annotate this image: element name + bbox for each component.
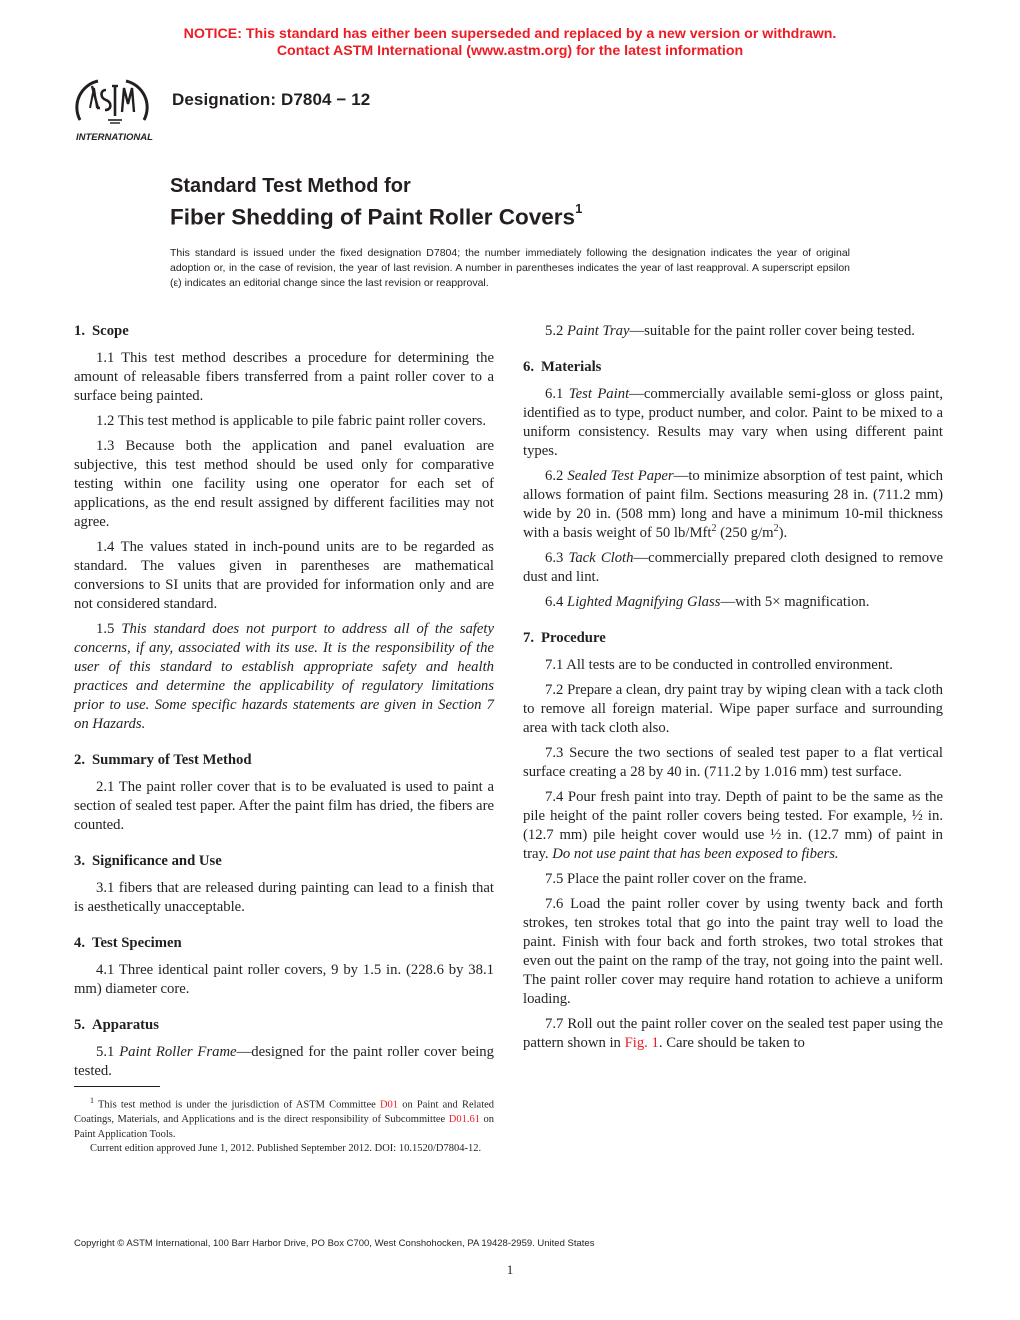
fig-1-link[interactable]: Fig. 1	[624, 1035, 659, 1051]
footnotes	[74, 1094, 494, 1157]
para-7-6: 7.6 Load the paint roller cover by using twenty back and forth strokes, ten strokes total that go into the paint tray well to load the paint. Finish with four back and forth strokes, two total strokes that even out the paint on the ramp of the tray, not going into the paint well. The paint roller cover may require hand rotation to achieve a uniform loading.	[523, 896, 943, 1007]
para-6-1: 6.1 Test Paint—commercially available semi-gloss or gloss paint, identified as to type, product number, and color. Paint to be mixed to a uniform consistency. Results may vary when using different paint types.	[523, 386, 943, 459]
section-heading-apparatus: 5. Apparatus	[74, 1017, 159, 1033]
para-6-4: 6.4 Lighted Magnifying Glass—with 5× magnification.	[545, 594, 870, 610]
section-heading-procedure: 7. Procedure	[523, 630, 606, 646]
para-4-1: 4.1 Three identical paint roller covers, 9 by 1.5 in. (228.6 by 38.1 mm) diameter core.	[74, 962, 494, 997]
title-footnote-mark: 1	[575, 201, 583, 216]
para-6-3: 6.3 Tack Cloth—commercially prepared cloth designed to remove dust and lint.	[523, 550, 943, 585]
para-1-2: 1.2 This test method is applicable to pile fabric paint roller covers.	[96, 413, 487, 429]
section-heading-materials: 6. Materials	[523, 359, 602, 375]
notice-line-1: NOTICE: This standard has either been superseded and replaced by a new version or withdrawn.	[183, 26, 837, 42]
section-heading-summary: 2. Summary of Test Method	[74, 752, 252, 768]
para-1-5: 1.5 This standard does not purport to address all of the safety concerns, if any, associated with its use. It is the responsibility of the user of this standard to establish appropriate safety and health practices and determine the applicability of regulatory limitations prior to use. Some specific hazards statements are given in Section 7 on Hazards.	[74, 621, 495, 732]
title-line-1: Standard Test Method for	[170, 175, 411, 197]
title-block	[170, 174, 582, 231]
para-1-1: 1.1 This test method describes a procedure for determining the amount of releasable fibers transferred from a paint roller cover to a surface being painted.	[74, 350, 494, 404]
title-main: Fiber Shedding of Paint Roller Covers	[170, 204, 576, 230]
subcommittee-d01-61-link[interactable]: D01.61	[448, 1114, 480, 1125]
para-7-7: 7.7 Roll out the paint roller cover on the sealed test paper using the pattern shown in Fig. 1. Care should be taken to	[523, 1016, 943, 1051]
para-7-3: 7.3 Secure the two sections of sealed test paper to a flat vertical surface creating a 28 by 40 in. (711.2 by 1.016 mm) test surface.	[523, 745, 943, 780]
para-6-2: 6.2 Sealed Test Paper—to minimize absorption of test paint, which allows formation of paint film. Sections measuring 28 in. (711.2 mm) wide by 20 in. (508 mm) long and have a minimum 10-mil thickness with a basis weight of 50 lb/Mft$^2$ (250 $g/m^2$).	[523, 468, 944, 541]
right-column	[523, 322, 943, 1059]
title-line-2	[170, 198, 582, 231]
para-5-1: 5.1 Paint Roller Frame—designed for the paint roller cover being tested.	[74, 1044, 494, 1079]
para-7-2: 7.2 Prepare a clean, dry paint tray by wiping clean with a tack cloth to remove all foreign material. Wipe paper surface and surrounding area with tack cloth also.	[523, 682, 943, 736]
issue-note: This standard is issued under the fixed designation D7804; the number immediately following the designation indicates the year of original adoption or, in the case of revision, the year of last revision. A number in parentheses indicates the year of last reapproval. A superscript epsilon (ε) indicates an editorial change since the last revision or reapproval.	[170, 247, 850, 289]
para-7-5: 7.5 Place the paint roller cover on the frame.	[545, 871, 807, 887]
para-7-4: 7.4 Pour fresh paint into tray. Depth of paint to be the same as the pile height of the paint roller covers being tested. For example, ½ in. (12.7 mm) pile height cover would use ½ in. (12.7 mm) of paint in tray. Do not use paint that has been exposed to fibers.	[523, 789, 943, 862]
logo-text: INTERNATIONAL	[76, 132, 153, 143]
para-2-1: 2.1 The paint roller cover that is to be evaluated is used to paint a section of sealed test paper. After the paint film has dried, the fibers are counted.	[74, 779, 494, 833]
para-1-3: 1.3 Because both the application and panel evaluation are subjective, this test method should be used only for comparative testing within one facility using one operator for each set of applications, as the end result assigned by different facilities may not agree.	[74, 438, 494, 530]
para-5-2: 5.2 Paint Tray—suitable for the paint roller cover being tested.	[545, 323, 915, 339]
para-7-1: 7.1 All tests are to be conducted in controlled environment.	[545, 657, 893, 673]
page-number: 1	[506, 1262, 514, 1277]
footnote-rule	[74, 1086, 160, 1087]
section-heading-specimen: 4. Test Specimen	[74, 935, 182, 951]
para-3-1: 3.1 fibers that are released during painting can lead to a finish that is aesthetically unacceptable.	[74, 880, 494, 915]
withdrawal-notice	[0, 26, 1020, 60]
notice-line-2: Contact ASTM International (www.astm.org) for the latest information	[276, 43, 744, 59]
designation: Designation: D7804 − 12	[172, 90, 371, 109]
section-heading-scope: 1. Scope	[74, 323, 129, 339]
footnote-1: $^1$ This test method is under the jurisdiction of ASTM Committee D01 on Paint and Related Coatings, Materials, and Applications and is the direct responsibility of Subcommittee D01.61 on Paint Application Tools.	[74, 1096, 495, 1140]
para-1-4: 1.4 The values stated in inch-pound units are to be regarded as standard. The values given in parentheses are mathematical conversions to SI units that are provided for information only and are not considered standard.	[74, 539, 494, 612]
committee-d01-link[interactable]: D01	[379, 1099, 399, 1111]
copyright: Copyright © ASTM International, 100 Barr Harbor Drive, PO Box C700, West Conshohocken, PA 19428-2959. United States	[74, 1238, 595, 1249]
astm-logo	[70, 78, 166, 146]
section-heading-significance: 3. Significance and Use	[74, 853, 222, 869]
left-column	[74, 322, 494, 1087]
astm-international-logo-icon	[70, 78, 166, 146]
footnote-edition: Current edition approved June 1, 2012. Published September 2012. DOI: 10.1520/D7804-12.	[90, 1143, 482, 1154]
